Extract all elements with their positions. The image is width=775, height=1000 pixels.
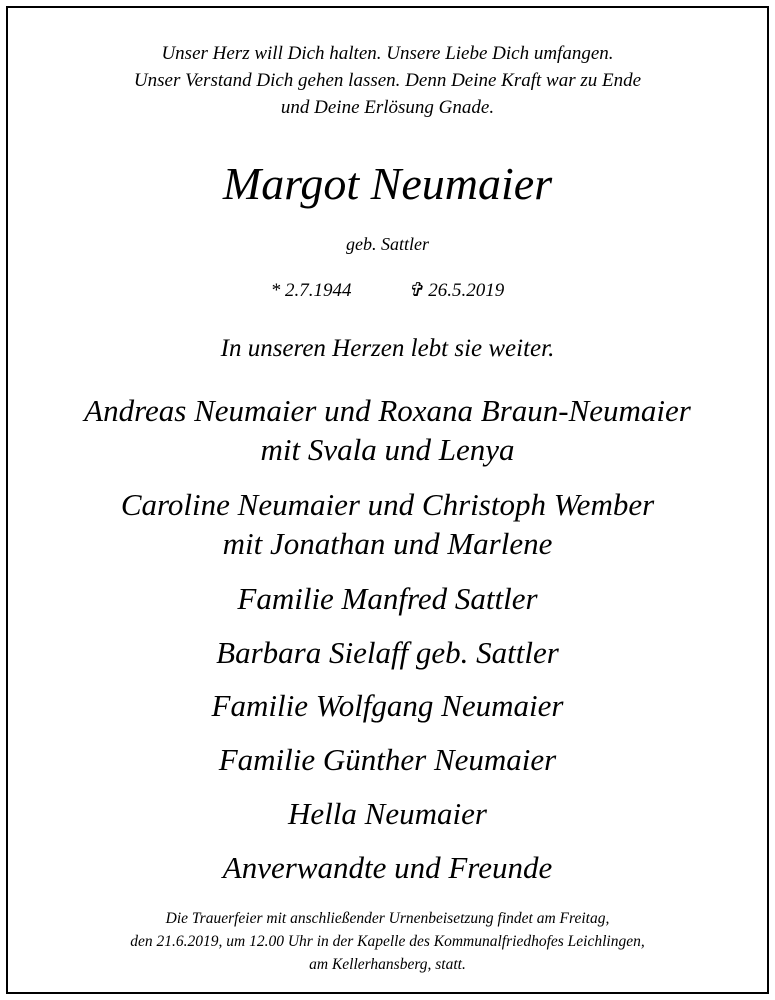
life-dates [8, 278, 767, 304]
service-notice-line-3: am Kellerhansberg, statt. [309, 956, 466, 973]
death-date: ✞ 26.5.2019 [407, 280, 505, 301]
mourner-line: Anverwandte und Freunde [222, 850, 553, 885]
motto-line-1: Unser Herz will Dich halten. Unsere Liebe Dich umfangen. [161, 43, 614, 64]
deceased-name: Margot Neumaier [222, 158, 553, 209]
mourner-line: Familie Manfred Sattler [237, 581, 538, 616]
mourner-line: Familie Wolfgang Neumaier [211, 688, 564, 723]
mourner-line: mit Svala und Lenya [260, 432, 515, 467]
service-notice-line-2: den 21.6.2019, um 12.00 Uhr in der Kapelle des Kommunalfriedhofes Leichlingen, [130, 933, 645, 950]
service-notice-line-1: Die Trauerfeier mit anschließender Urnenbeisetzung findet am Freitag, [165, 910, 610, 927]
mourner-line: Barbara Sielaff geb. Sattler [216, 635, 559, 670]
birth-name: geb. Sattler [346, 234, 429, 254]
mourner-line: mit Jonathan und Marlene [222, 526, 553, 561]
motto-line-2: Unser Verstand Dich gehen lassen. Denn Deine Kraft war zu Ende [133, 70, 642, 91]
mourner-line: Hella Neumaier [288, 796, 487, 831]
obituary-notice [6, 6, 769, 994]
motto-line-3: und Deine Erlösung Gnade. [280, 97, 495, 118]
mourner-line: Andreas Neumaier und Roxana Braun-Neumaier [84, 393, 691, 428]
mourner-line: Caroline Neumaier und Christoph Wember [120, 487, 655, 522]
subtitle: In unseren Herzen lebt sie weiter. [220, 335, 555, 362]
mourner-line: Familie Günther Neumaier [218, 742, 557, 777]
birth-date: * 2.7.1944 [270, 280, 352, 301]
